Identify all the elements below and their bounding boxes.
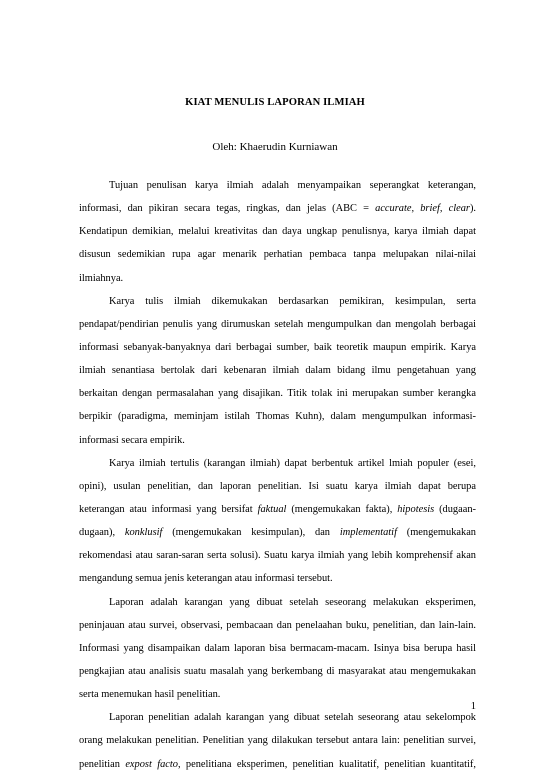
text-line: ilmiah senantiasa bertolak dari kebenaran ilmiah dalam bidang ilmu pengetahuan yang bbox=[79, 365, 476, 377]
text-line: Kendatipun demikian, melalui kreativitas dan daya ungkap penulisnya, karya ilmiah dapat bbox=[79, 226, 476, 238]
text-line: berpikir (paradigma, meminjam istilah Thomas Kuhn), dalam mengumpulkan informasi- bbox=[79, 411, 476, 423]
text-line: ilmiahnya. bbox=[79, 272, 124, 284]
text-line: Laporan adalah karangan yang dibuat setelah seseorang melakukan eksperimen, bbox=[109, 596, 476, 608]
text-line: serta menemukan hasil penelitian. bbox=[79, 689, 221, 701]
paragraph bbox=[79, 706, 476, 775]
text-line: berkaitan dengan permasalahan yang disajikan. Titik tolak ini merupakan sumber kerangka bbox=[79, 388, 476, 400]
document-title: KIAT MENULIS LAPORAN ILMIAH bbox=[185, 97, 365, 108]
text-line: informasi secara empirik. bbox=[79, 434, 185, 446]
page-number: 1 bbox=[470, 701, 476, 712]
italic-term: implementatif bbox=[339, 527, 397, 539]
text-line: Laporan penelitian adalah karangan yang dibuat setelah seseorang atau sekelompok bbox=[109, 712, 476, 724]
text-line: Tujuan penulisan karya ilmiah adalah menyampaikan seperangkat keterangan, bbox=[109, 180, 476, 191]
paragraph bbox=[79, 452, 476, 591]
document-body bbox=[79, 174, 476, 776]
text-line: orang melakukan penelitian. Penelitian yang dilakukan tersebut antara lain: penelitian survei, bbox=[79, 735, 476, 747]
paragraph bbox=[79, 174, 476, 290]
text-line: disusun sedemikian rupa agar menarik perhatian pembaca tanpa melupakan nilai-nilai bbox=[79, 249, 476, 261]
paragraph bbox=[79, 290, 476, 452]
italic-term: hipotesis bbox=[397, 503, 435, 515]
italic-term: expost facto bbox=[125, 758, 178, 770]
italic-term: faktual bbox=[257, 503, 287, 515]
italic-term: accurate, brief, clear bbox=[375, 203, 470, 215]
text-line: Informasi yang disampaikan dalam laporan bisa bermacam-macam. Isinya bisa berupa hasil bbox=[79, 642, 476, 654]
text-line: rekomendasi atau saran-saran serta solusi). Suatu karya ilmiah yang lebih komprehensif akan bbox=[79, 550, 476, 562]
text-line: keterangan atau informasi yang bersifat faktual (mengemukakan fakta), hipotesis (dugaan- bbox=[79, 503, 476, 515]
text-line: opini), usulan penelitian, dan laporan penelitian. Isi suatu karya ilmiah dapat berupa bbox=[79, 480, 476, 492]
text-line: Karya ilmiah tertulis (karangan ilmiah) dapat berbentuk artikel lmiah populer (esei, bbox=[109, 457, 476, 469]
text-line: dugaan), konklusif (mengemukakan kesimpulan), dan implementatif (mengemukakan bbox=[79, 527, 476, 539]
text-line: pengkajian atau analisis suatu masalah yang berkembang di masyarakat atau mengemukakan bbox=[79, 665, 476, 677]
document-author: Oleh: Khaerudin Kurniawan bbox=[212, 141, 338, 153]
italic-term: konklusif bbox=[124, 527, 163, 539]
text-line: informasi, dan pikiran secara tegas, ringkas, dan jelas (ABC = accurate, brief, clear). bbox=[79, 203, 476, 215]
paragraph bbox=[79, 591, 476, 707]
text-line: informasi sebanyak-banyaknya dari berbagai sumber, baik teoretik maupun empirik. Karya bbox=[79, 341, 476, 353]
text-line: Karya tulis ilmiah dikemukakan berdasarkan pemikiran, kesimpulan, serta bbox=[109, 295, 476, 307]
text-line: pendapat/pendirian penulis yang dirumuskan setelah mengumpulkan dan mengolah berbagai bbox=[79, 318, 476, 330]
text-line: penelitian expost facto, penelitiana eksperimen, penelitian kualitatif, penelitian kuantitatif, bbox=[79, 758, 476, 770]
text-line: mengandung semua jenis keterangan atau informasi tersebut. bbox=[79, 573, 333, 585]
text-line: peninjauan atau survei, observasi, pembacaan dan penelaahan buku, penelitian, dan lain-lain. bbox=[79, 619, 476, 631]
